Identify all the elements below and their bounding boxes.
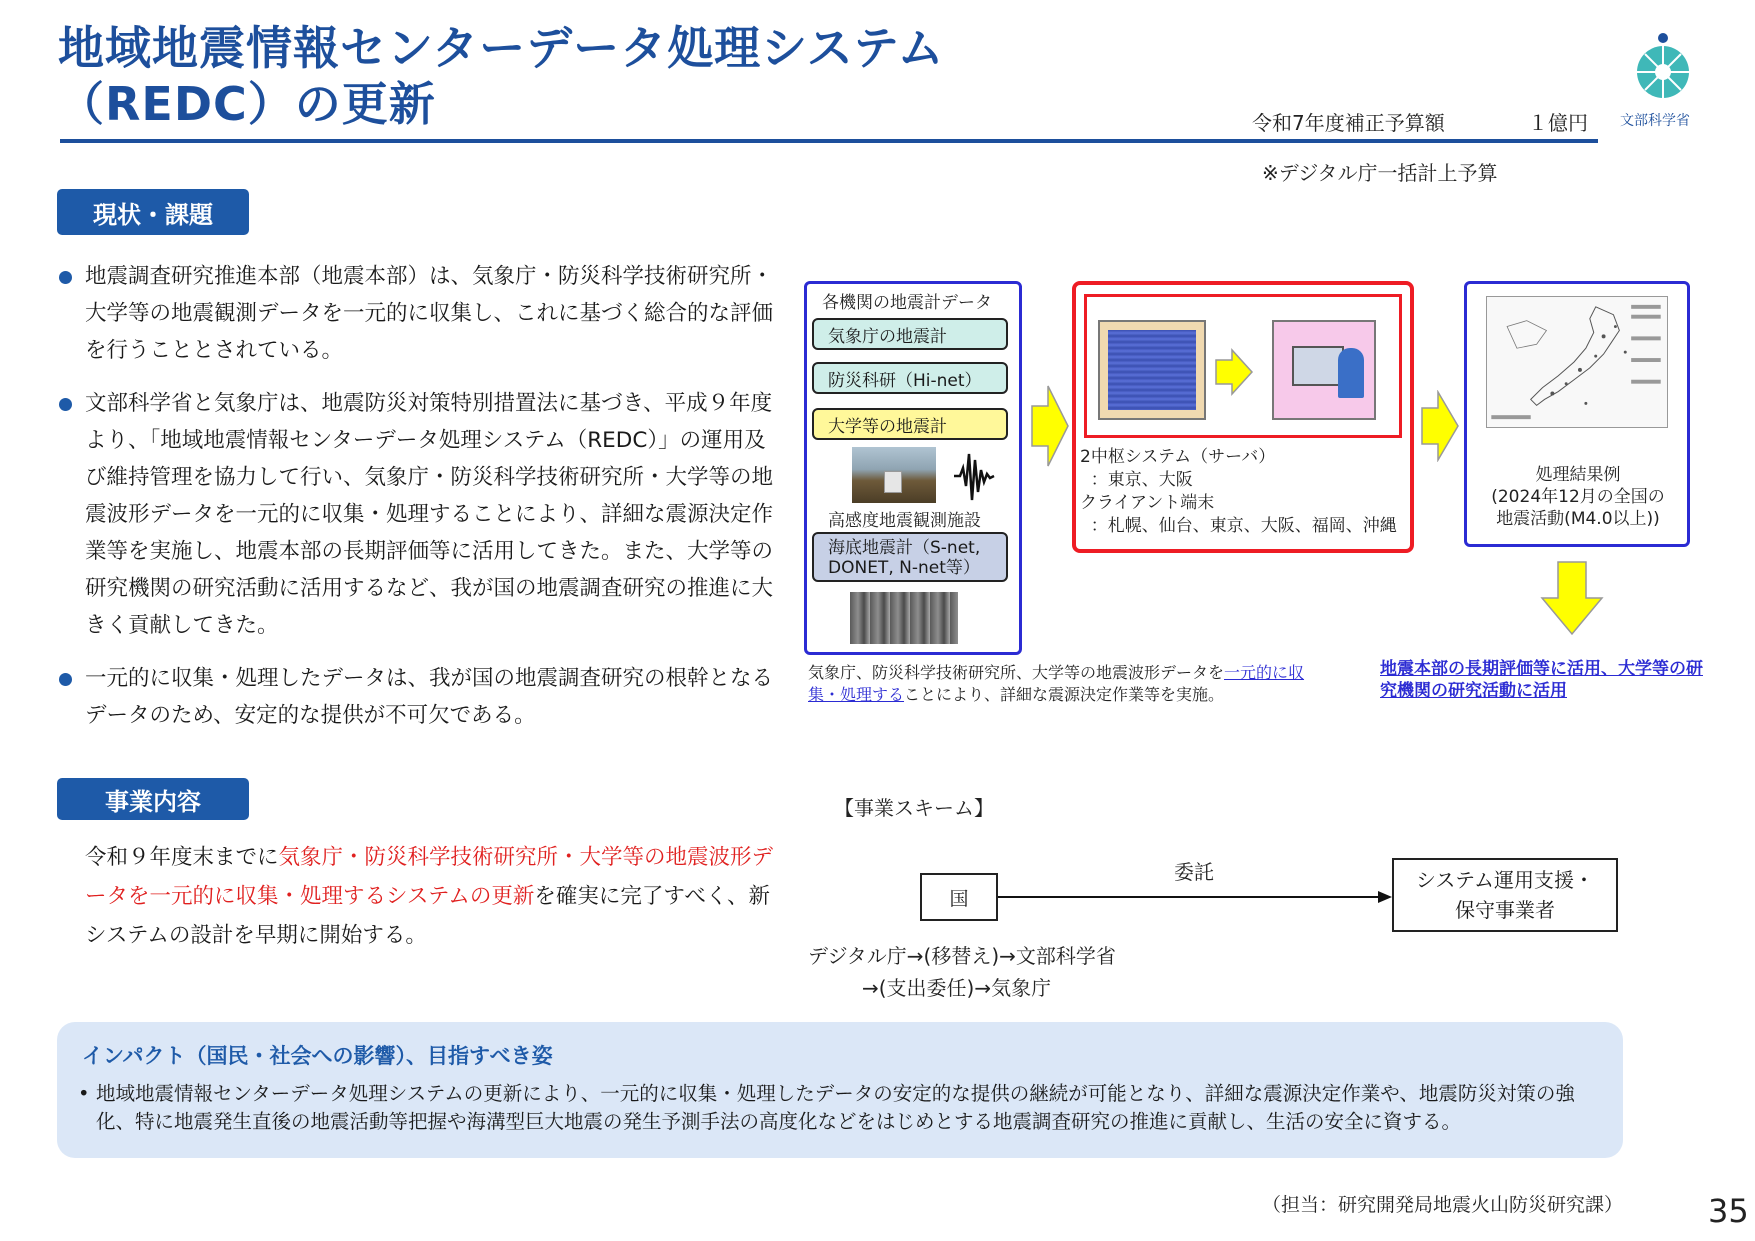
central-system-text [1080, 446, 1397, 538]
impact-bullet: • [78, 1082, 90, 1105]
earthquake-map-image [1486, 296, 1668, 428]
bullet-text: 地震調査研究推進本部（地震本部）は、気象庁・防災科学技術研究所・大学等の地震観測データを一元的に収集し、これに基づく総合的な評価を行うこととされている。 [85, 264, 774, 363]
caption-text: ことにより、詳細な震源決定作業等を実施。 [904, 685, 1225, 704]
operator-line: 保守事業者 [1455, 898, 1555, 922]
scheme-title: 【事業スキーム】 [834, 796, 994, 820]
result-line: (2024年12月の全国の [1491, 487, 1665, 507]
client-terminal-image [1272, 320, 1376, 420]
project-text [85, 838, 785, 955]
bullet-item [57, 258, 777, 369]
ministry-label: 文部科学省 [1620, 113, 1690, 129]
operator-box [1392, 858, 1618, 932]
operator-line: システム運用支援・ [1416, 868, 1594, 892]
title-line-2: （REDC）の更新 [58, 77, 436, 131]
entrust-label: 委託 [1174, 860, 1214, 884]
diagram-caption-left [808, 662, 1308, 706]
project-text-after: を確実に完了すべく、新システムの設計を早期に開始する。 [85, 884, 771, 948]
nied-hinet-pill: 防災科研（Hi-net） [812, 362, 1008, 394]
arrow-right-icon [1214, 348, 1254, 396]
current-status-bullets [57, 258, 777, 750]
server-screen-image [1098, 320, 1206, 420]
arrow-down-icon [1540, 560, 1604, 636]
project-text-before: 令和９年度末までに [85, 845, 279, 870]
bullet-text: 文部科学省と気象庁は、地震防災対策特別措置法に基づき、平成９年度より、「地域地震情報センターデータ処理システム（REDC）」の運用及び維持管理を協力して行い、気象庁・防災科学技術研究所・大学等の地震波形データを一元的に収集・処理することにより、詳細な震源決定作業等を実施し、地震本部の長期評価等に活用してきた。また、大学等の研究機関の研究活動に活用するなど、我が国の地震調査研究の推進に大きく貢献してきた。 [85, 391, 774, 638]
header-divider [60, 139, 1598, 143]
seismic-wave-icon [952, 446, 996, 506]
current-status-tag: 現状・課題 [57, 189, 249, 235]
title-line-1: 地域地震情報センターデータ処理システム [58, 21, 945, 75]
arrow-right-icon [1420, 390, 1460, 462]
page-title [58, 20, 945, 132]
contact-info: （担当：研究開発局地震火山防災研究課） [1262, 1194, 1624, 1216]
jma-seismometer-pill: 気象庁の地震計 [812, 318, 1008, 350]
result-line: 処理結果例 [1535, 465, 1621, 485]
bullet-dot-icon [59, 271, 72, 284]
entrust-arrow-icon [998, 888, 1392, 906]
budget-label: 令和7年度補正予算額 [1252, 111, 1445, 135]
server-line: ：東京、大阪 [1080, 470, 1193, 490]
funding-flow-note: デジタル庁→(移替え)→文部科学省 [808, 944, 1116, 968]
project-text-highlight: 気象庁・防災科学技術研究所・大学等の地震波形データを一元的に収集・処理するシステムの更新 [85, 845, 774, 909]
impact-text: 地域地震情報センターデータ処理システムの更新により、一元的に収集・処理したデータの安定的な提供の継続が可能となり、詳細な震源決定作業や、地震防災対策の強化、特に地震発生直後の地震活動等把握や海溝型巨大地震の発生予測手法の高度化などをはじめとする地震調査研究の推進に貢献し、生活の安全に資する。 [96, 1082, 1575, 1133]
caption-underlined-text: 一元的に収集・処理する [808, 663, 1305, 704]
caption-text: 気象庁、防災科学技術研究所、大学等の地震波形データを [808, 663, 1225, 682]
seafloor-seismometer-pill: 海底地震計（S-net, DONET, N-net等） [812, 532, 1008, 582]
diagram-caption-right: 地震本部の長期評価等に活用、大学等の研究機関の研究活動に活用 [1380, 659, 1703, 701]
page-number: 35 [1708, 1192, 1749, 1230]
bullet-item [57, 385, 777, 644]
data-sources-title: 各機関の地震計データ [822, 293, 992, 313]
bullet-text: 一元的に収集・処理したデータは、我が国の地震調査研究の根幹となるデータのため、安定的な提供が不可欠である。 [85, 666, 774, 728]
results-caption [1476, 464, 1680, 530]
server-line: 2中枢システム（サーバ） [1080, 447, 1276, 467]
result-line: 地震活動(M4.0以上)) [1496, 509, 1660, 529]
budget-amount: １億円 [1528, 111, 1588, 135]
bullet-dot-icon [59, 673, 72, 686]
bullet-dot-icon [59, 398, 72, 411]
impact-title: インパクト（国民・社会への影響）、目指すべき姿 [82, 1044, 553, 1068]
observation-station-photo [852, 447, 936, 503]
bullet-item [57, 660, 777, 734]
budget-note: ※デジタル庁一括計上予算 [1262, 161, 1498, 185]
server-line: クライアント端末 [1080, 493, 1215, 513]
seafloor-cable-photo [850, 592, 958, 644]
mext-logo-icon [1628, 30, 1698, 100]
arrow-right-icon [1030, 384, 1070, 468]
funding-flow-note: →(支出委任)→気象庁 [862, 976, 1052, 1000]
university-seismometer-pill: 大学等の地震計 [812, 408, 1008, 440]
project-tag: 事業内容 [57, 778, 249, 820]
station-label: 高感度地震観測施設 [828, 511, 981, 531]
server-line: ：札幌、仙台、東京、大阪、福岡、沖縄 [1080, 516, 1397, 536]
country-box: 国 [920, 873, 998, 921]
impact-body [78, 1080, 1608, 1136]
